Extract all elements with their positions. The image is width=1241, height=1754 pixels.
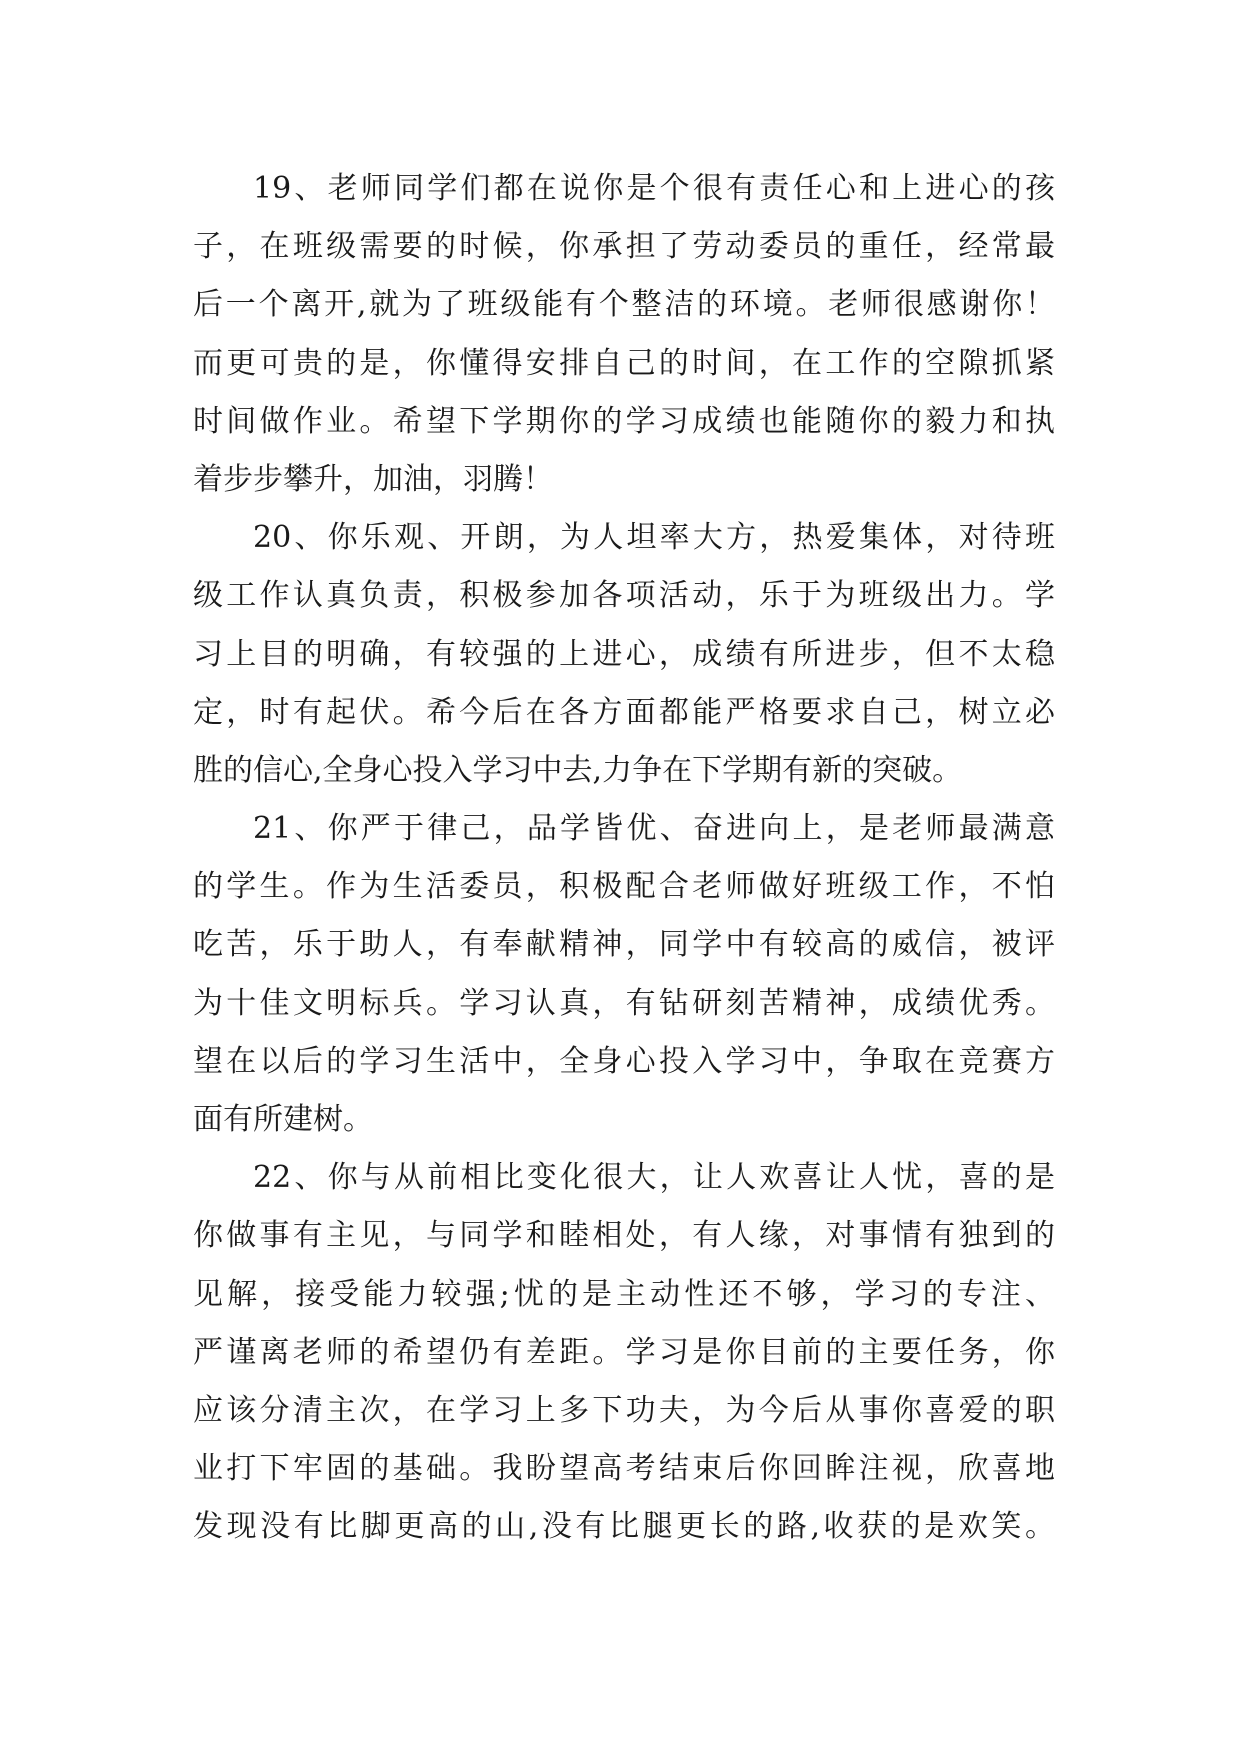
paragraph-22 [193, 1149, 1055, 1556]
paragraph-line: 定，时有起伏。希今后在各方面都能严格要求自己，树立必 [193, 694, 1055, 730]
paragraph-line: 胜的信心,全身心投入学习中去,力争在下学期有新的突破。 [193, 752, 963, 788]
paragraph-line: 后一个离开,就为了班级能有个整洁的环境。老师很感谢你！ [193, 287, 1055, 323]
paragraph-line: 发现没有比脚更高的山,没有比腿更长的路,收获的是欢笑。 [193, 1509, 1055, 1545]
paragraph-line: 应该分清主次，在学习上多下功夫，为今后从事你喜爱的职 [193, 1392, 1055, 1428]
paragraph-line: 级工作认真负责，积极参加各项活动，乐于为班级出力。学 [193, 578, 1055, 614]
paragraph-line: 22、你与从前相比变化很大，让人欢喜让人忧，喜的是 [253, 1160, 1055, 1196]
paragraph-line: 21、你严于律己，品学皆优、奋进向上，是老师最满意 [253, 811, 1055, 847]
paragraph-line: 19、老师同学们都在说你是个很有责任心和上进心的孩 [253, 171, 1055, 206]
paragraph-line: 子，在班级需要的时候，你承担了劳动委员的重任，经常最 [193, 229, 1055, 265]
paragraph-line: 时间做作业。希望下学期你的学习成绩也能随你的毅力和执 [193, 403, 1055, 439]
paragraph-line: 严谨离老师的希望仍有差距。学习是你目前的主要任务，你 [193, 1334, 1055, 1370]
paragraph-line: 吃苦，乐于助人，有奉献精神，同学中有较高的威信，被评 [193, 927, 1055, 963]
paragraph-line: 的学生。作为生活委员，积极配合老师做好班级工作，不怕 [193, 869, 1055, 905]
paragraph-line: 习上目的明确，有较强的上进心，成绩有所进步，但不太稳 [193, 636, 1055, 672]
paragraph-line: 业打下牢固的基础。我盼望高考结束后你回眸注视，欣喜地 [193, 1451, 1055, 1487]
paragraph-20 [193, 509, 1055, 800]
paragraph-line: 你做事有主见，与同学和睦相处，有人缘，对事情有独到的 [193, 1218, 1055, 1254]
paragraph-line: 着步步攀升，加油，羽腾！ [193, 461, 553, 497]
paragraph-line: 而更可贵的是，你懂得安排自己的时间，在工作的空隙抓紧 [193, 345, 1055, 381]
paragraph-19 [193, 160, 1055, 509]
paragraph-line: 见解，接受能力较强;忧的是主动性还不够，学习的专注、 [193, 1276, 1055, 1312]
paragraph-line: 望在以后的学习生活中，全身心投入学习中，争取在竞赛方 [193, 1043, 1055, 1079]
document-body [193, 160, 1055, 1557]
paragraph-line: 20、你乐观、开朗，为人坦率大方，热爱集体，对待班 [253, 520, 1055, 556]
paragraph-line: 面有所建树。 [193, 1102, 373, 1137]
paragraph-line: 为十佳文明标兵。学习认真，有钻研刻苦精神，成绩优秀。 [193, 985, 1055, 1021]
paragraph-21 [193, 800, 1055, 1149]
